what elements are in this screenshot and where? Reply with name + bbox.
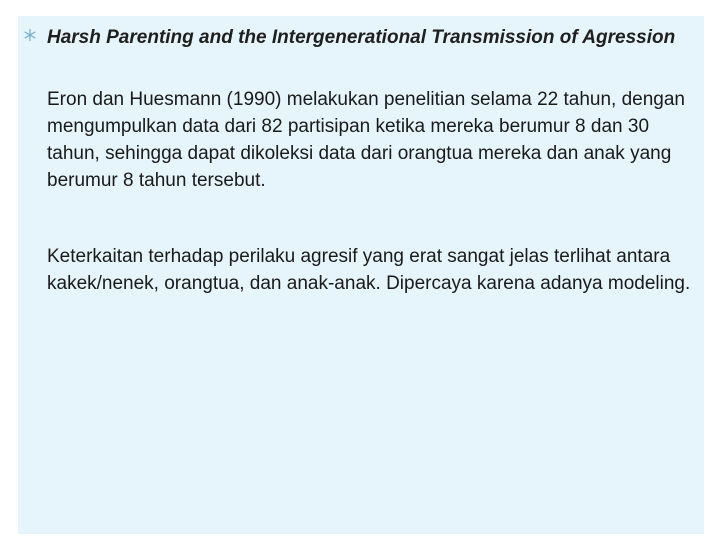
paragraph-research: Eron dan Huesmann (1990) melakukan penelitian selama 22 tahun, dengan mengumpulkan data dari 82 partisipan ketika mereka berumur 8 dan 30 tahun, sehingga dapat dikoleksi data dari orangtua mereka dan anak yang berumur 8 tahun tersebut.: [47, 89, 685, 191]
asterisk-icon: [23, 28, 37, 42]
paragraph-modeling: Keterkaitan terhadap perilaku agresif yang erat sangat jelas terlihat antara kakek/nenek, orangtua, dan anak-anak. Dipercaya karena adanya modeling.: [47, 246, 691, 294]
slide-heading: Harsh Parenting and the Intergenerational Transmission of Agression: [47, 27, 676, 48]
